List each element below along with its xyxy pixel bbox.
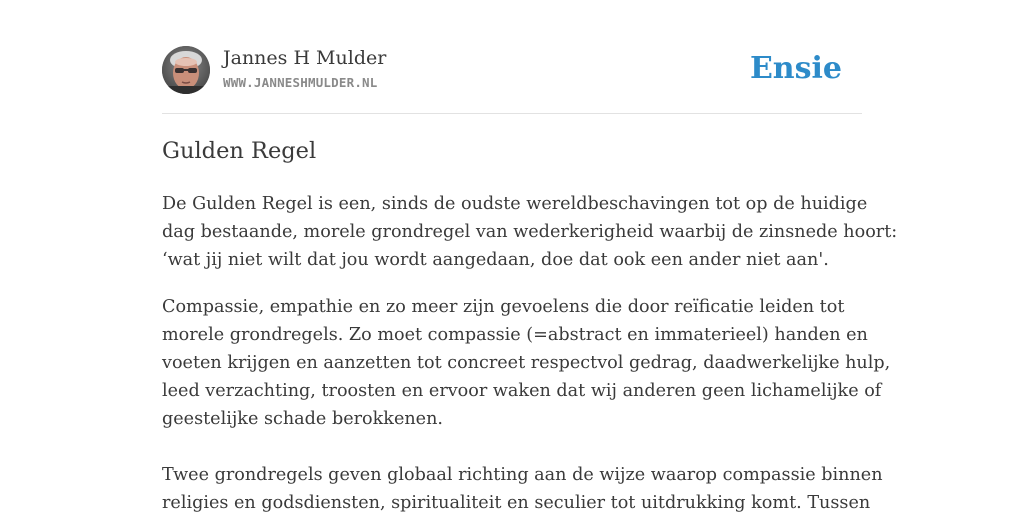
text-line: ‘wat jij niet wilt dat jou wordt aangedaan, doe dat ook een ander niet aan'. (162, 250, 829, 270)
ensie-logo-link[interactable]: Ensie (749, 51, 842, 86)
text-line: Twee grondregels geven globaal richting aan de wijze waarop compassie binnen (162, 465, 883, 485)
text-line: geestelijke schade berokkenen. (162, 409, 444, 429)
text-line (162, 433, 862, 461)
article-body (162, 190, 898, 512)
avatar-portrait-icon (162, 46, 210, 94)
author-header (162, 46, 862, 96)
article-title: Gulden Regel (162, 138, 317, 164)
text-line: voeten krijgen en aanzetten tot concreet respectvol gedrag, daadwerkelijke hulp, (162, 353, 891, 373)
text-line: religies en godsdiensten, spiritualiteit en seculier tot uitdrukking komt. Tussen (162, 493, 871, 512)
text-line: morele grondregels. Zo moet compassie (=abstract en immaterieel) handen en (162, 325, 868, 345)
author-name[interactable]: Jannes H Mulder (223, 47, 387, 69)
text-line: Compassie, empathie en zo meer zijn gevoelens die door reïficatie leiden tot (162, 297, 845, 317)
header-divider (162, 113, 862, 114)
paragraph (162, 293, 891, 512)
paragraph (162, 190, 898, 274)
text-line: dag bestaande, morele grondregel van wederkerigheid waarbij de zinsnede hoort: (162, 222, 898, 242)
author-website-link[interactable]: WWW.JANNESHMULDER.NL (223, 75, 378, 90)
author-avatar[interactable] (162, 46, 210, 94)
text-line: De Gulden Regel is een, sinds de oudste wereldbeschavingen tot op de huidige (162, 194, 868, 214)
text-line: leed verzachting, troosten en ervoor waken dat wij anderen geen lichamelijke of (162, 381, 882, 401)
